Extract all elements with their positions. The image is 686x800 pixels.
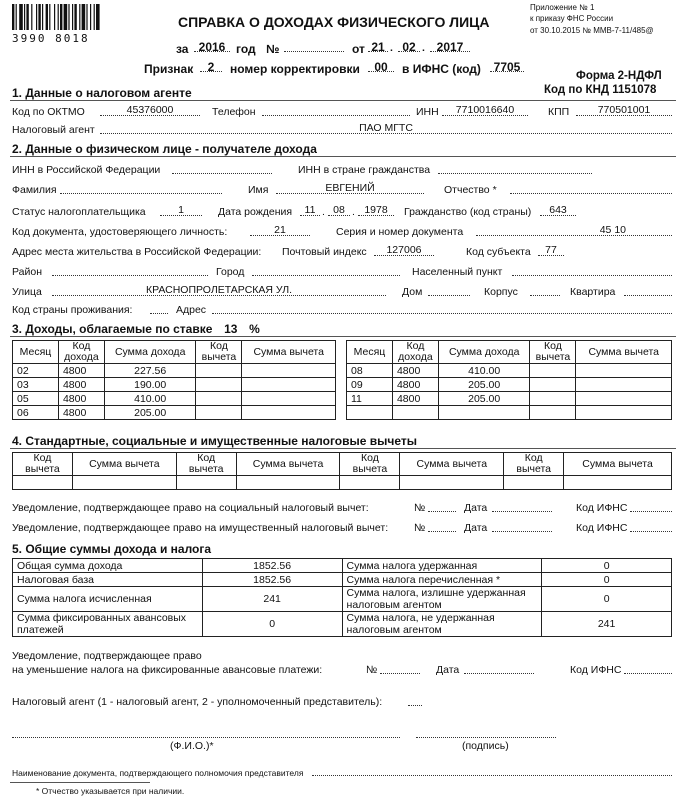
- property-deduction-label: Уведомление, подтверждающее право на имущественный налоговый вычет:: [12, 522, 389, 534]
- column-header: Сумма вычета: [72, 453, 176, 476]
- table-row: [13, 392, 336, 406]
- table-row: [347, 392, 672, 406]
- month-value: 02: [402, 40, 416, 54]
- table-cell: 11: [347, 392, 393, 406]
- barcode-bars: [12, 4, 130, 30]
- footnote: * Отчество указывается при наличии.: [36, 786, 185, 796]
- table-cell: 4800: [58, 364, 104, 378]
- column-header: Сумма вычета: [242, 341, 336, 364]
- rate-value: 13: [216, 322, 246, 337]
- advance-ifns-label: Код ИФНС: [570, 664, 622, 676]
- column-header: Код вычета: [530, 341, 576, 364]
- postcode-label: Почтовый индекс: [282, 246, 367, 258]
- social-deduction-label: Уведомление, подтверждающее право на социальный налоговый вычет:: [12, 502, 369, 514]
- table-cell: [576, 364, 672, 378]
- table-cell: [530, 364, 576, 378]
- barcode-bar: [12, 4, 14, 30]
- country-label: Код страны проживания:: [12, 304, 133, 316]
- table-row: [13, 573, 672, 587]
- priznak-label: Признак: [144, 62, 194, 76]
- column-header: Код дохода: [58, 341, 104, 364]
- table-cell: 05: [13, 392, 59, 406]
- agent-type-label: Налоговый агент (1 - налоговый агент, 2 - уполномоченный представитель):: [12, 696, 383, 708]
- page-title: СПРАВКА О ДОХОДАХ ФИЗИЧЕСКОГО ЛИЦА: [178, 14, 490, 30]
- tax-value: 0: [542, 573, 672, 587]
- social-no-label: №: [414, 502, 426, 514]
- inn-rf-label: ИНН в Российской Федерации: [12, 164, 161, 176]
- doc-ser-label: Серия и номер документа: [336, 226, 464, 238]
- table-cell: [13, 476, 73, 490]
- table-cell: [236, 476, 340, 490]
- dob-month: 08: [333, 204, 345, 216]
- barcode-bar: [24, 4, 25, 30]
- barcode-bar: [64, 4, 68, 30]
- table-cell: 205.00: [438, 392, 530, 406]
- table-cell: 410.00: [104, 392, 196, 406]
- tax-label: Сумма налога перечисленная *: [342, 573, 542, 587]
- dob-label: Дата рождения: [218, 206, 293, 218]
- table-cell: [242, 364, 336, 378]
- agent-value: ПАО МГТС: [359, 122, 413, 134]
- total-value: 241: [202, 587, 342, 612]
- tax-label: Сумма налога удержанная: [342, 559, 542, 573]
- section4-title: 4. Стандартные, социальные и имущественные налоговые вычеты: [12, 434, 417, 448]
- advance-date-label: Дата: [436, 664, 460, 676]
- total-label: Налоговая база: [13, 573, 203, 587]
- street-label: Улица: [12, 286, 42, 298]
- addr-label: Адрес: [176, 304, 207, 316]
- total-label: Сумма налога исчисленная: [13, 587, 203, 612]
- knd-code: Код по КНД 1151078: [544, 84, 657, 96]
- table-cell: [196, 378, 242, 392]
- phone-label: Телефон: [212, 106, 256, 118]
- table-row: [347, 378, 672, 392]
- barcode-bar: [16, 4, 17, 30]
- deductions-table: [12, 452, 672, 490]
- barcode-bar: [74, 4, 76, 30]
- region-label: Код субъекта: [466, 246, 531, 258]
- barcode-bar: [26, 4, 28, 30]
- table-cell: [576, 406, 672, 420]
- agent-inn-label: ИНН: [416, 106, 439, 118]
- korr-value: 00: [374, 60, 388, 74]
- status-label: Статус налогоплательщика: [12, 206, 146, 218]
- column-header: Код вычета: [196, 341, 242, 364]
- signature-caption: (подпись): [462, 740, 509, 752]
- table-cell: [196, 364, 242, 378]
- form-name: Форма 2-НДФЛ: [576, 70, 662, 82]
- advance-line1: Уведомление, подтверждающее право: [12, 650, 202, 662]
- priznak-value: 2: [207, 60, 215, 74]
- barcode-bar: [54, 4, 55, 30]
- barcode-bar: [72, 4, 73, 30]
- table-cell: [400, 476, 504, 490]
- table-row: [347, 406, 672, 420]
- day-value: 21: [371, 40, 385, 54]
- table-row: [13, 559, 672, 573]
- total-label: Сумма фиксированных авансовых платежей: [13, 612, 203, 637]
- barcode-bar: [31, 4, 32, 30]
- barcode: [12, 4, 130, 45]
- table-cell: 4800: [58, 406, 104, 420]
- barcode-bar: [36, 4, 37, 30]
- name-label: Имя: [248, 184, 269, 196]
- postcode-value: 127006: [386, 244, 422, 256]
- table-cell: 4800: [392, 364, 438, 378]
- advance-no-label: №: [366, 664, 378, 676]
- barcode-bar: [82, 4, 86, 30]
- barcode-bar: [94, 4, 95, 30]
- table-cell: 410.00: [438, 364, 530, 378]
- surname-label: Фамилия: [12, 184, 57, 196]
- column-header: Месяц: [347, 341, 393, 364]
- korr-label: номер корректировки: [230, 62, 360, 76]
- column-header: Сумма вычета: [400, 453, 504, 476]
- house-label: Дом: [402, 286, 423, 298]
- flat-label: Квартира: [570, 286, 616, 298]
- barcode-bar: [19, 4, 23, 30]
- table-row: [13, 476, 672, 490]
- table-cell: [504, 476, 564, 490]
- tax-value: 0: [542, 559, 672, 573]
- property-ifns-label: Код ИФНС: [576, 522, 628, 534]
- property-no-label: №: [414, 522, 426, 534]
- year-value: 2016: [198, 40, 226, 54]
- total-label: Общая сумма дохода: [13, 559, 203, 573]
- dob-day: 11: [304, 204, 316, 216]
- table-row: [13, 406, 336, 420]
- column-header: Код дохода: [392, 341, 438, 364]
- table-cell: 06: [13, 406, 59, 420]
- table-cell: 205.00: [104, 406, 196, 420]
- barcode-bar: [38, 4, 40, 30]
- status-value: 1: [178, 204, 184, 216]
- column-header: Код вычета: [176, 453, 236, 476]
- tax-value: 241: [542, 612, 672, 637]
- citizenship-value: 643: [549, 204, 567, 216]
- table-cell: 08: [347, 364, 393, 378]
- ifns-label: в ИФНС (код): [402, 62, 481, 76]
- patronymic-label: Отчество *: [444, 184, 497, 196]
- social-ifns-label: Код ИФНС: [576, 502, 628, 514]
- street-value: КРАСНОПРОЛЕТАРСКАЯ УЛ.: [145, 284, 293, 296]
- agent-label: Налоговый агент: [12, 124, 95, 136]
- god-label: год: [236, 42, 256, 56]
- table-cell: [196, 392, 242, 406]
- table-cell: [196, 406, 242, 420]
- table-cell: 03: [13, 378, 59, 392]
- property-date-label: Дата: [464, 522, 488, 534]
- income-table-left: [12, 340, 336, 420]
- barcode-bar: [42, 4, 43, 30]
- table-row: [13, 364, 336, 378]
- table-cell: 4800: [392, 392, 438, 406]
- barcode-digits: 3990 8018: [12, 32, 90, 45]
- table-row: [13, 378, 336, 392]
- name-value: ЕВГЕНИЙ: [325, 182, 375, 194]
- table-cell: [176, 476, 236, 490]
- inn-cit-label: ИНН в стране гражданства: [298, 164, 431, 176]
- table-cell: [530, 392, 576, 406]
- table-cell: 4800: [392, 378, 438, 392]
- barcode-bar: [90, 4, 91, 30]
- advance-line2: на уменьшение налога на фиксированные авансовые платежи:: [12, 664, 323, 676]
- barcode-bar: [58, 4, 59, 30]
- doc-code-value: 21: [274, 224, 286, 236]
- table-cell: [576, 378, 672, 392]
- table-cell: [347, 406, 393, 420]
- number-label: №: [266, 42, 280, 56]
- barcode-bar: [49, 4, 50, 30]
- barcode-bar: [96, 4, 100, 30]
- table-cell: [530, 406, 576, 420]
- table-cell: 4800: [58, 378, 104, 392]
- table-cell: [392, 406, 438, 420]
- barcode-bar: [68, 4, 69, 30]
- tax-value: 0: [542, 587, 672, 612]
- barcode-bar: [79, 4, 80, 30]
- tax-label: Сумма налога, излишне удержанная налоговым агентом: [342, 587, 542, 612]
- table-cell: [72, 476, 176, 490]
- table-cell: [576, 392, 672, 406]
- section2-title: 2. Данные о физическом лице - получателе дохода: [12, 142, 317, 156]
- doc-ser-value: 45 10: [599, 224, 626, 236]
- dob-year: 1978: [364, 204, 388, 216]
- table-row: [13, 587, 672, 612]
- building-label: Корпус: [484, 286, 518, 298]
- ot-label: от: [352, 42, 365, 56]
- total-value: 0: [202, 612, 342, 637]
- fio-caption: (Ф.И.О.)*: [170, 740, 214, 752]
- table-row: [347, 364, 672, 378]
- total-value: 1852.56: [202, 573, 342, 587]
- barcode-bar: [60, 4, 62, 30]
- total-value: 1852.56: [202, 559, 342, 573]
- column-header: Месяц: [13, 341, 59, 364]
- address-label: Адрес места жительства в Российской Федерации:: [12, 246, 262, 258]
- ifns-value: 7705: [493, 60, 521, 74]
- table-cell: 09: [347, 378, 393, 392]
- za-label: за: [176, 42, 189, 56]
- column-header: Сумма дохода: [104, 341, 196, 364]
- doc-name-label: Наименование документа, подтверждающего полномочия представителя: [12, 768, 304, 778]
- table-cell: 227.56: [104, 364, 196, 378]
- totals-table: [12, 558, 672, 637]
- section5-title: 5. Общие суммы дохода и налога: [12, 542, 212, 556]
- tax-label: Сумма налога, не удержанная налоговым агентом: [342, 612, 542, 637]
- table-cell: [530, 378, 576, 392]
- district-label: Район: [12, 266, 42, 278]
- appendix-line3: от 30.10.2015 № ММВ-7-11/485@: [530, 26, 654, 35]
- kpp-value: 770501001: [597, 104, 651, 116]
- table-cell: [242, 406, 336, 420]
- appendix-line2: к приказу ФНС России: [530, 14, 614, 23]
- section3-title: 3. Доходы, облагаемые по ставке 13 %: [12, 322, 260, 336]
- section1-title: 1. Данные о налоговом агенте: [12, 86, 192, 100]
- table-cell: 190.00: [104, 378, 196, 392]
- barcode-bar: [46, 4, 48, 30]
- column-header: Код вычета: [504, 453, 564, 476]
- column-header: Код вычета: [13, 453, 73, 476]
- table-cell: [564, 476, 672, 490]
- citizenship-label: Гражданство (код страны): [404, 206, 532, 218]
- kpp-label: КПП: [548, 106, 570, 118]
- table-cell: [242, 378, 336, 392]
- date-year-value: 2017: [436, 40, 464, 54]
- column-header: Код вычета: [340, 453, 400, 476]
- oktmo-value: 45376000: [126, 104, 174, 116]
- column-header: Сумма вычета: [576, 341, 672, 364]
- column-header: Сумма вычета: [564, 453, 672, 476]
- social-date-label: Дата: [464, 502, 488, 514]
- doc-code-label: Код документа, удостоверяющего личность:: [12, 226, 228, 238]
- oktmo-label: Код по ОКТМО: [12, 106, 85, 118]
- column-header: Сумма вычета: [236, 453, 340, 476]
- region-value: 77: [545, 244, 557, 256]
- income-table-right: [346, 340, 672, 420]
- table-cell: 02: [13, 364, 59, 378]
- table-cell: [438, 406, 530, 420]
- appendix-line1: Приложение № 1: [530, 3, 595, 12]
- table-cell: 205.00: [438, 378, 530, 392]
- table-cell: [340, 476, 400, 490]
- table-cell: 4800: [58, 392, 104, 406]
- locality-label: Населенный пункт: [412, 266, 503, 278]
- column-header: Сумма дохода: [438, 341, 530, 364]
- city-label: Город: [216, 266, 245, 278]
- agent-inn-value: 7710016640: [455, 104, 515, 116]
- table-cell: [242, 392, 336, 406]
- table-row: [13, 612, 672, 637]
- barcode-bar: [86, 4, 87, 30]
